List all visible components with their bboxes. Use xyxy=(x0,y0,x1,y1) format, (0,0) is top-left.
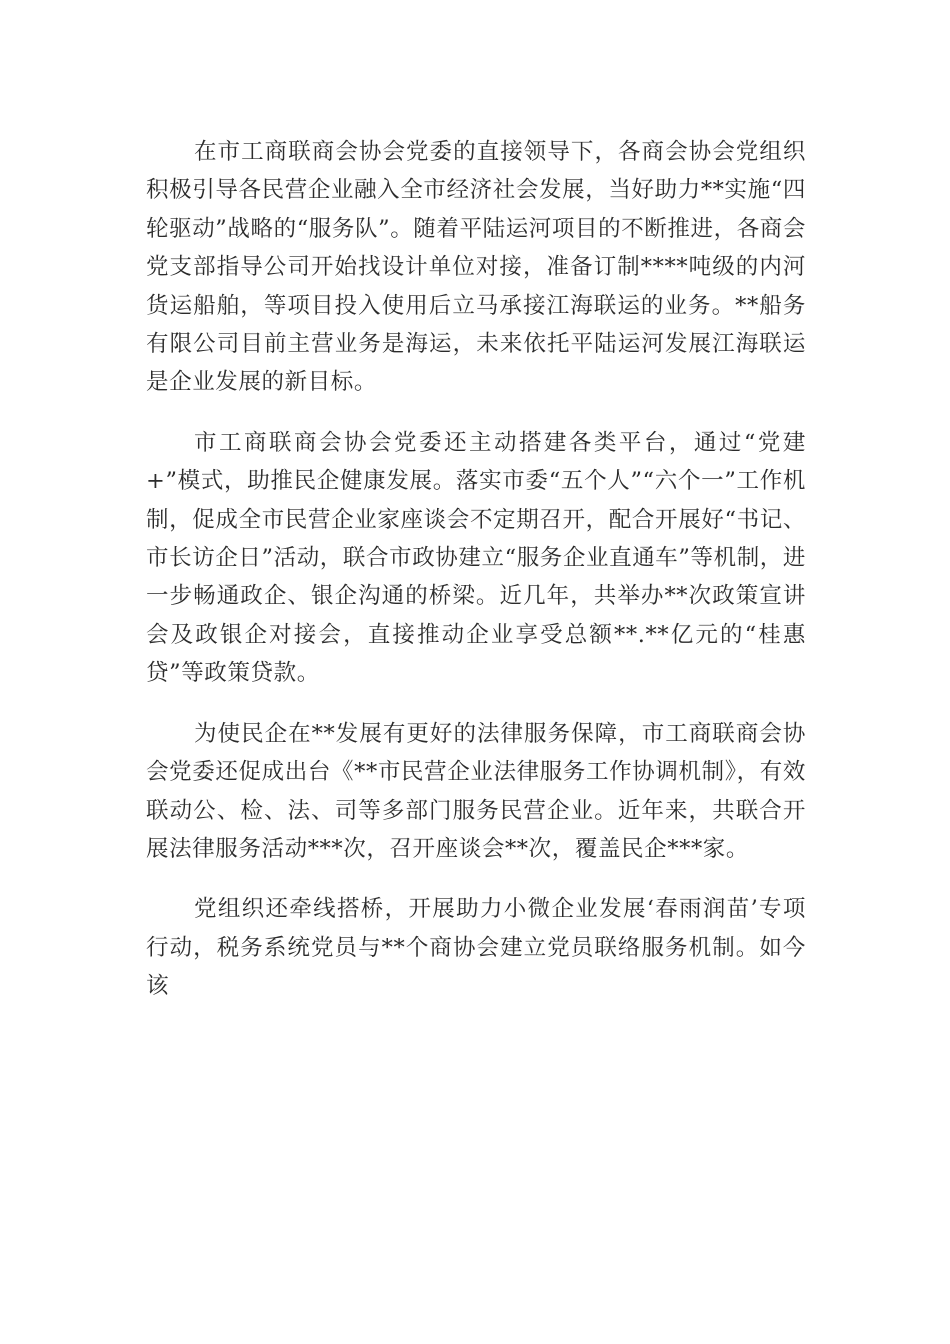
paragraph-1: 在市工商联商会协会党委的直接领导下，各商会协会党组织积极引导各民营企业融入全市经济社会发展，当好助力**实施“四轮驱动”战略的“服务队”。随着平陆运河项目的不断推进，各商会党支部指导公司开始找设计单位对接，准备订制****吨级的内河货运船舶，等项目投入使用后立马承接江海联运的业务。**船务有限公司目前主营业务是海运，未来依托平陆运河发展江海联运是企业发展的新目标。 xyxy=(146,139,807,396)
body-text xyxy=(146,133,806,1028)
paragraph-4: 党组织还牵线搭桥，开展助力小微企业发展‘春雨润苗’专项行动，税务系统党员与**个商协会建立党员联络服务机制。如今该 xyxy=(146,896,806,1000)
paragraph-3: 为使民企在**发展有更好的法律服务保障，市工商联商会协会党委还促成出台《**市民营企业法律服务工作协调机制》，有效联动公、检、法、司等多部门服务民营企业。近年来，共联合开展法律服务活动***次，召开座谈会**次，覆盖民企***家。 xyxy=(146,720,806,862)
paragraph-2: 市工商联商会协会党委还主动搭建各类平台，通过“党建+”模式，助推民企健康发展。落实市委“五个人”“六个一”工作机制，促成全市民营企业家座谈会不定期召开，配合开展好“书记、市长访企日”活动，联合市政协建立“服务企业直通车”等机制，进一步畅通政企、银企沟通的桥梁。近几年，共举办**次政策宣讲会及政银企对接会，直接推动企业享受总额**.**亿元的“桂惠贷”等政策贷款。 xyxy=(146,429,807,687)
